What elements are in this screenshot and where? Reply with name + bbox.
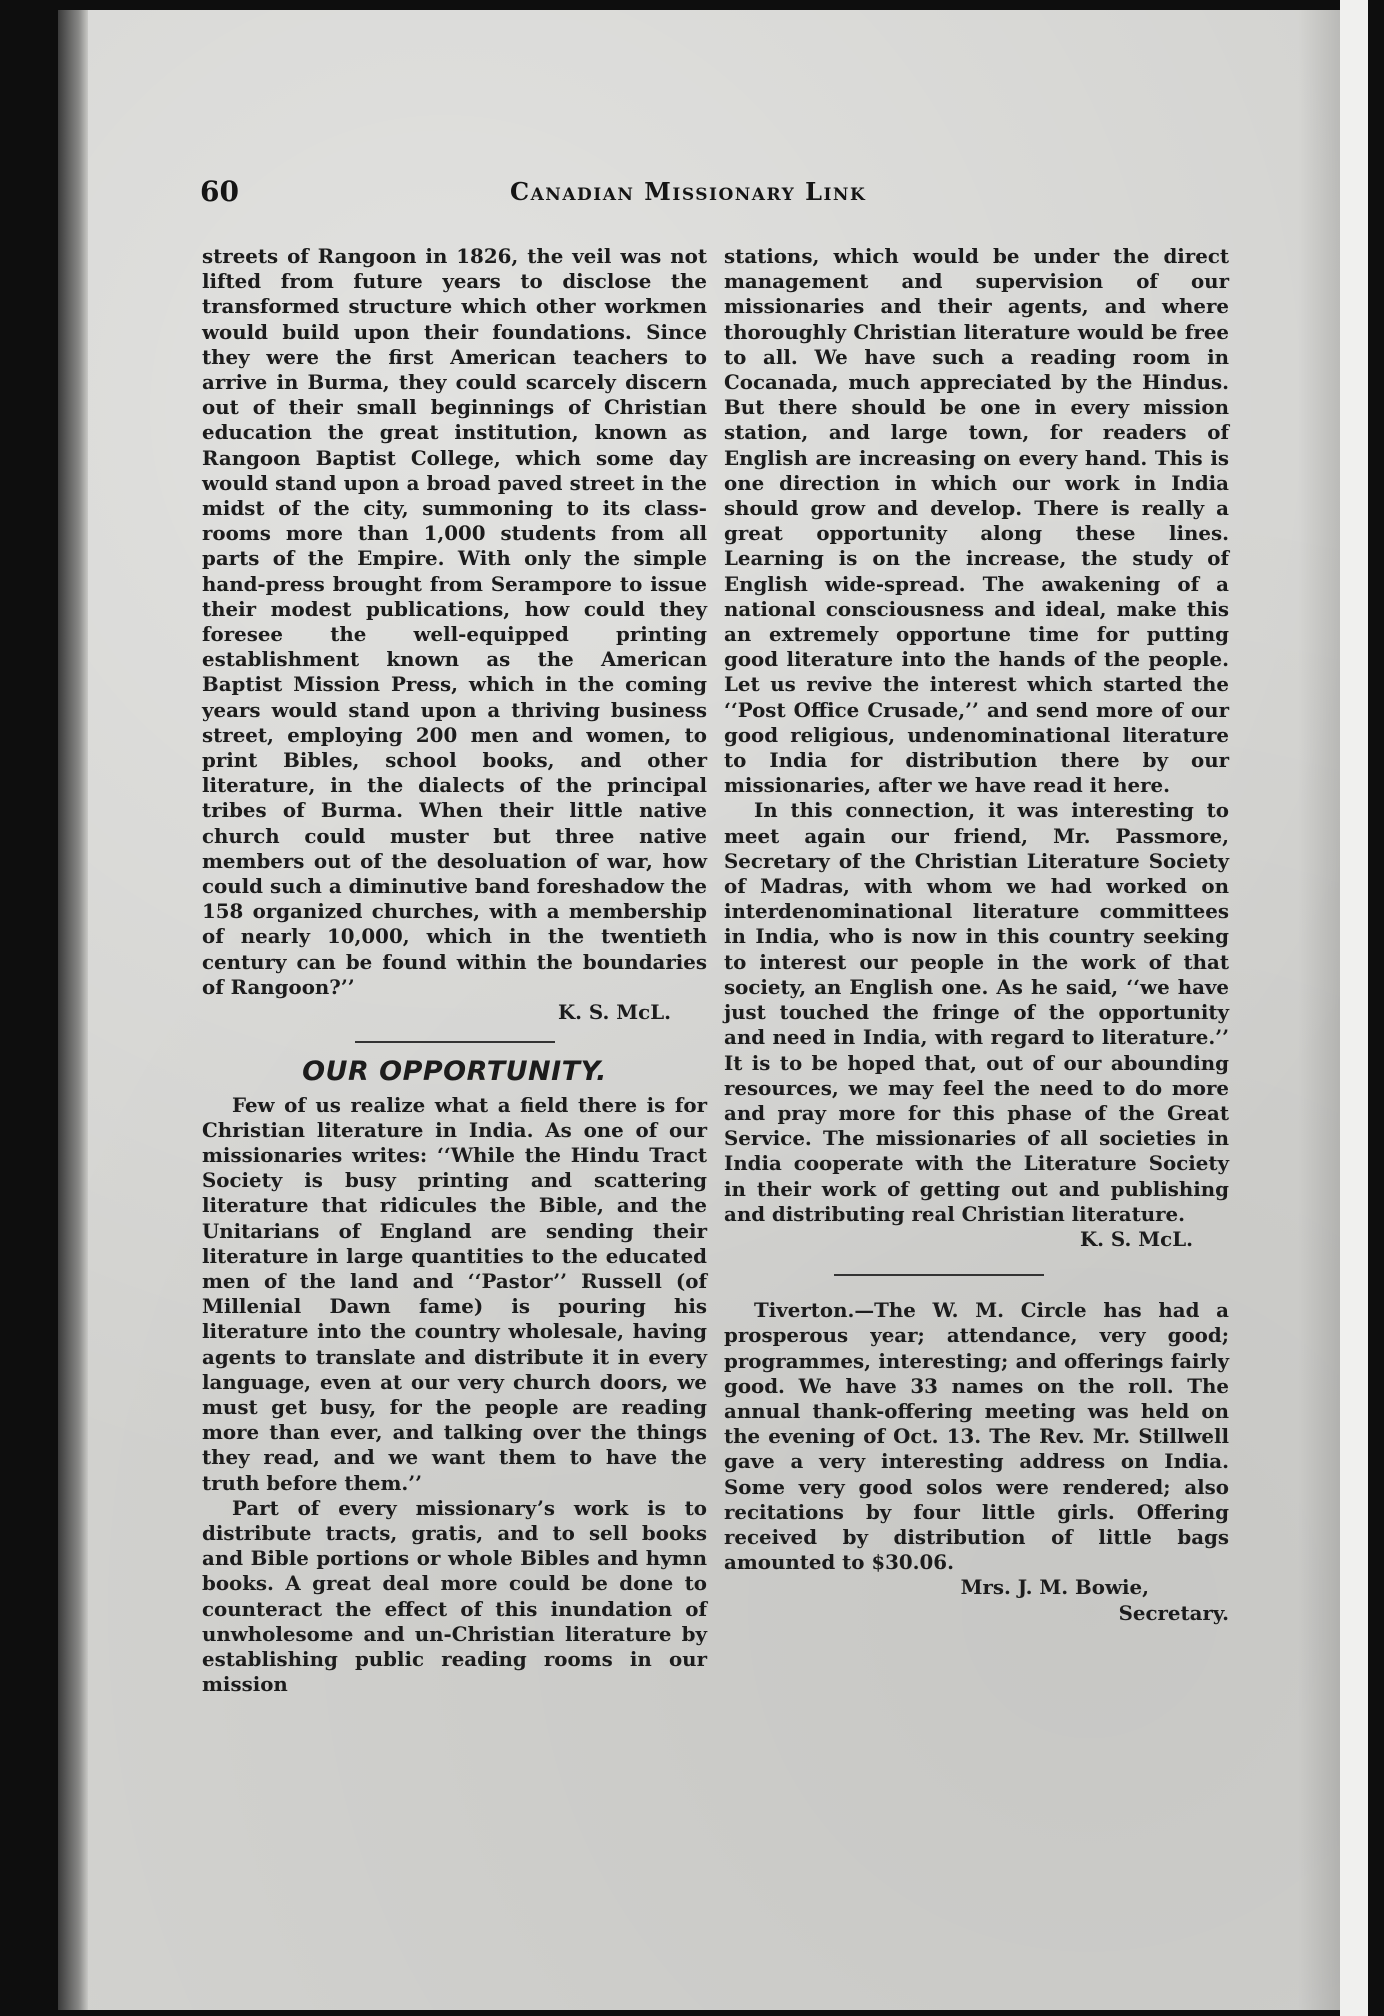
article-continuation-paragraph: streets of Rangoon in 1826, the veil was not lifted from future years to disclose the transformed structure which other workmen would build upon their foundations. Since they were the first American teachers to arrive in Burma, they could scarcely discern out of their small beginnings of Christian education the great institution, known as Rangoon Baptist College, which some day would stand upon a broad paved street in the midst of the city, summoning to its class-rooms more than 1,000 students from all parts of the Empire. With only the simple hand-press brought from Serampore to issue their modest publications, how could they foresee the well-equipped printing establishment known as the American Baptist Mission Press, which in the coming years would stand upon a thriving business street, employing 200 men and women, to print Bibles, school books, and other literature, in the dialects of the principal tribes of Burma. When their little native church could muster but three native members out of the desoluation of war, how could such a diminutive band foreshadow the 158 organized churches, with a membership of nearly 10,000, which in the twentieth century can be found within the boundaries of Rangoon?’’: [202, 244, 707, 999]
author-signature: K. S. McL.: [557, 1000, 671, 1025]
section-divider: [355, 1041, 555, 1043]
section-heading: OUR OPPORTUNITY.: [302, 1056, 607, 1088]
page-margin-strip: [1340, 0, 1368, 2016]
author-signature: K. S. McL.: [1079, 1226, 1193, 1251]
article-paragraph: In this connection, it was interesting to meet again our friend, Mr. Passmore, Secretary of the Christian Literature Society of Madras, with whom we had worked on interdenominational literature committees in India, who is now in this country seeking to interest our people in the work of that society, an English one. As he said, ‘‘we have just touched the fringe of the opportunity and need in India, with regard to literature.’’ It is to be hoped that, out of our abounding resources, we may feel the need to do more and pray more for this phase of the Great Service. The missionaries of all societies in India cooperate with the Literature Society in their work of getting out and publishing and distributing real Christian literature.: [724, 798, 1229, 1226]
page-header: [200, 175, 1210, 215]
secretary-title: Secretary.: [1118, 1600, 1229, 1625]
article-paragraph: Part of every missionary’s work is to distribute tracts, gratis, and to sell books and Bible portions or whole Bibles and hymn books. A great deal more could be done to counteract the effect of this inundation of unwholesome and un-Christian literature by establishing public reading rooms in our mission: [202, 1495, 707, 1697]
left-column: [202, 244, 707, 1697]
page-number: 60: [200, 175, 239, 208]
right-column: [724, 244, 1229, 1626]
publication-title: Canadian Missionary Link: [510, 177, 867, 206]
article-paragraph: Few of us realize what a field there is for Christian literature in India. As one of our missionaries writes: ‘‘While the Hindu Tract Society is busy printing and scattering literature that ridicules the Bible, and the Unitarians of England are sending their literature in large quantities to the educated men of the land and ‘‘Pastor’’ Russell (of Millenial Dawn fame) is pouring his literature into the country wholesale, having agents to translate and distribute it in every language, even at our very church doors, we must get busy, for the people are reading more than ever, and talking over the things they read, and we want them to have the truth before them.’’: [202, 1092, 707, 1495]
secretary-name: Mrs. J. M. Bowie,: [960, 1575, 1149, 1600]
section-divider: [834, 1274, 1044, 1276]
article-paragraph: stations, which would be under the direct management and supervision of our missionaries and their agents, and where thoroughly Christian literature would be free to all. We have such a reading room in Cocanada, much appreciated by the Hindus. But there should be one in every mission station, and large town, for readers of English are increasing on every hand. This is one direction in which our work in India should grow and develop. There is really a great opportunity along these lines. Learning is on the increase, the study of English wide-spread. The awakening of a national consciousness and ideal, make this an extremely opportune time for putting good literature into the hands of the people. Let us revive the interest which started the ‘‘Post Office Crusade,’’ and send more of our good religious, undenominational literature to India for distribution there by our missionaries, after we have read it here.: [724, 244, 1229, 798]
circle-report-paragraph: Tiverton.—The W. M. Circle has had a prosperous year; attendance, very good; programmes, interesting; and offerings fairly good. We have 33 names on the roll. The annual thank-offering meeting was held on the evening of Oct. 13. The Rev. Mr. Stillwell gave a very interesting address on India. Some very good solos were rendered; also recitations by four little girls. Offering received by distribution of little bags amounted to $30.06.: [724, 1298, 1229, 1575]
page-binding-edge: [58, 10, 88, 2010]
